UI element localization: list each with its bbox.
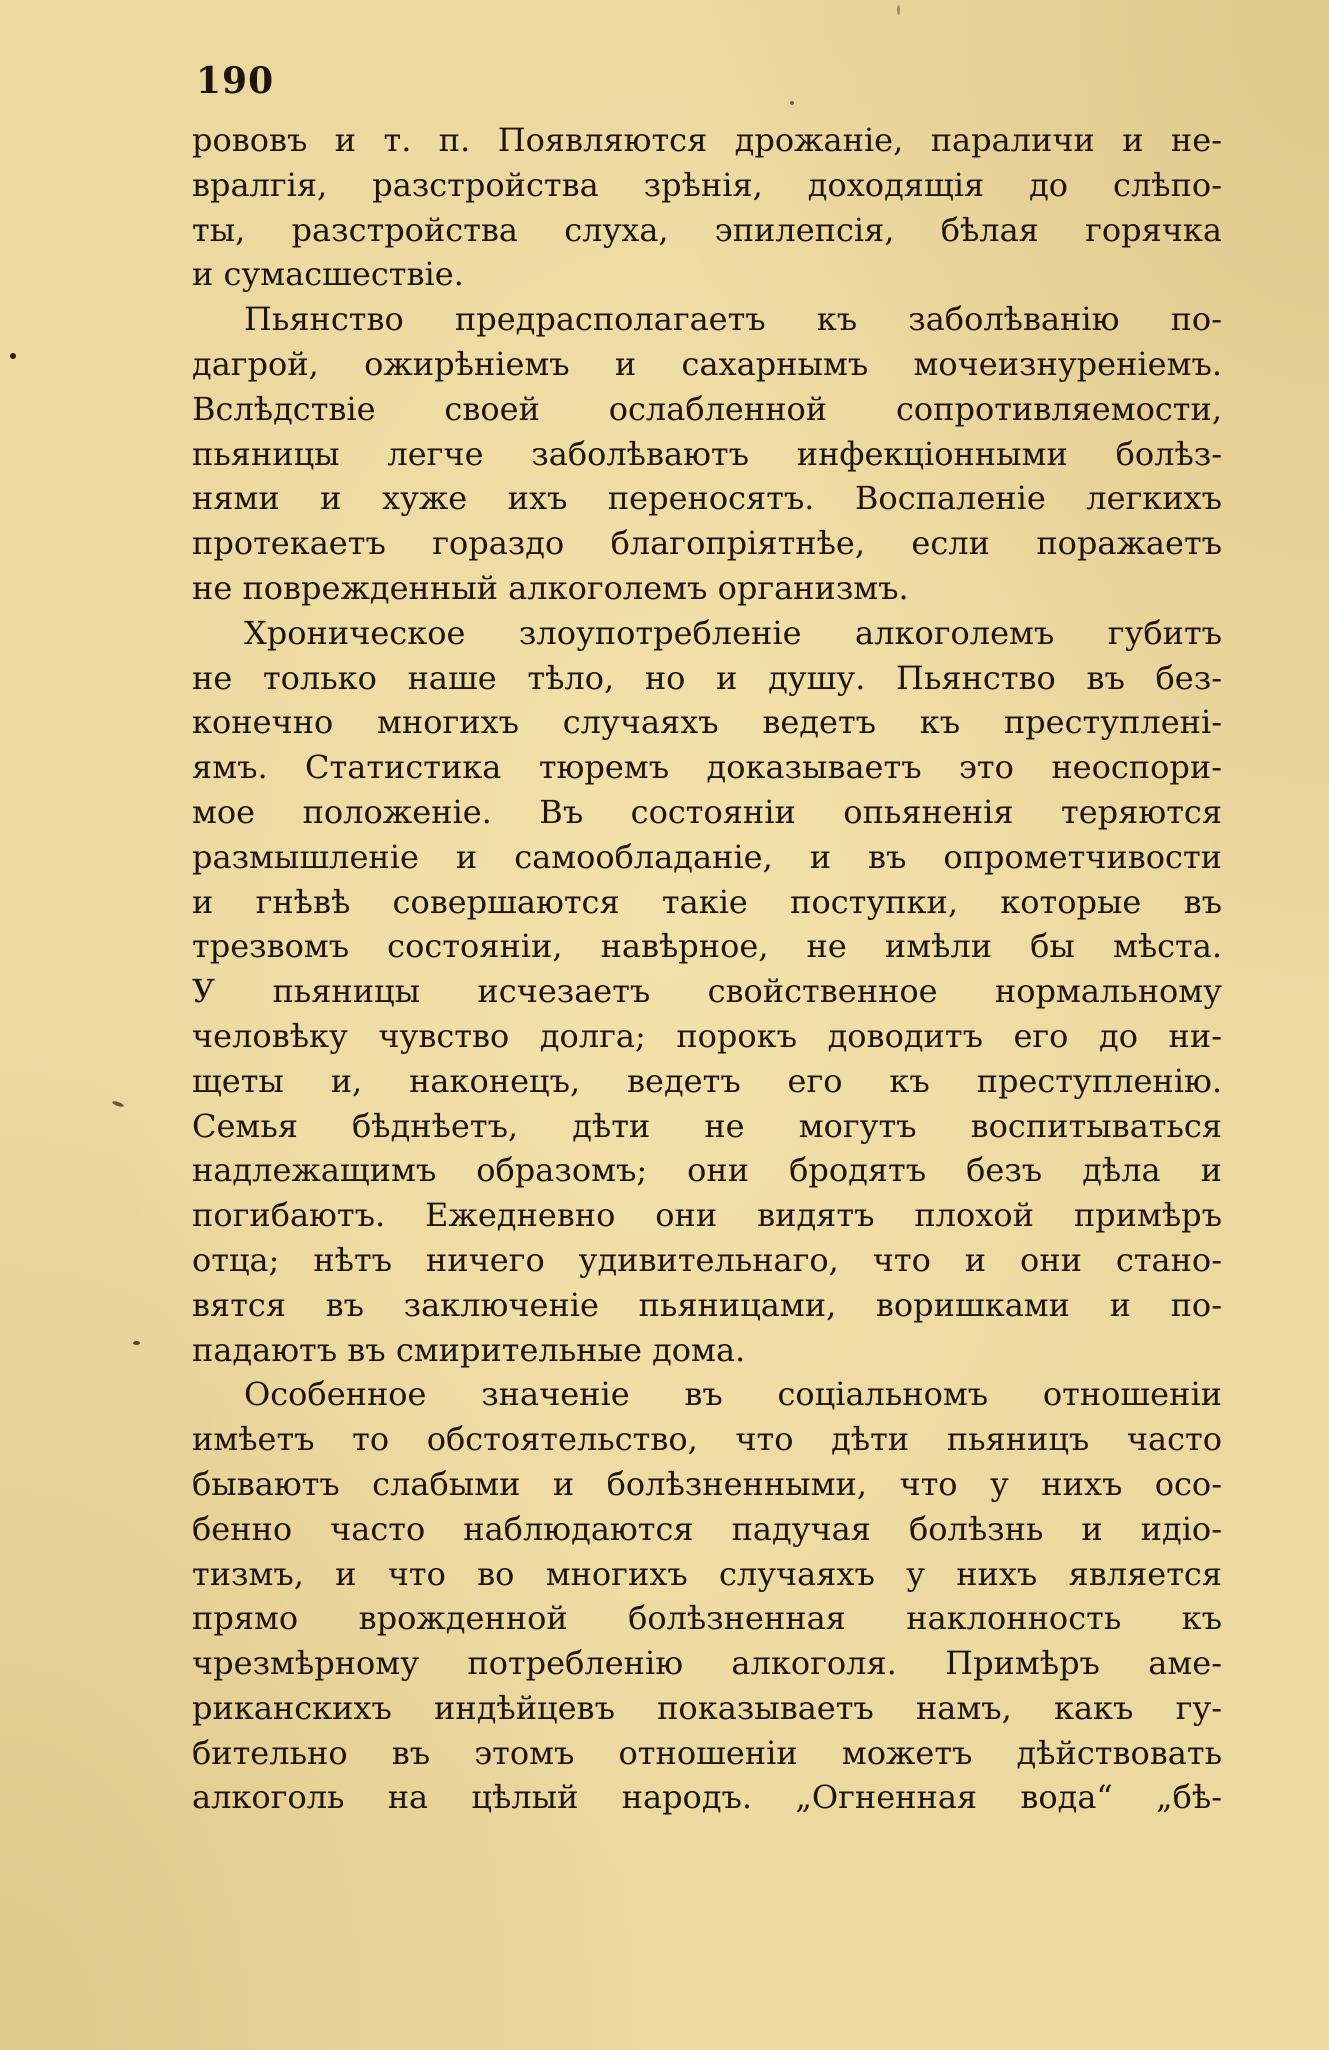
ink-speck: [112, 1100, 125, 1108]
text-line: У пьяницы исчезаетъ свойственное нормальному: [192, 972, 1222, 1011]
text-line: ты, разстройства слуха, эпилепсія, бѣлая горячка: [192, 210, 1222, 249]
text-line: размышленіе и самообладаніе, и въ опрометчивости: [192, 837, 1222, 876]
text-line: риканскихъ индѣйцевъ показываетъ намъ, какъ гу-: [192, 1688, 1222, 1727]
text-line: бываютъ слабыми и болѣзненными, что у нихъ осо-: [192, 1464, 1222, 1503]
text-line: мое положеніе. Въ состояніи опьяненія теряются: [192, 792, 1222, 831]
text-line: Семья бѣднѣетъ, дѣти не могутъ воспитываться: [192, 1106, 1222, 1145]
ink-speck: [790, 101, 794, 105]
text-line: отца; нѣтъ ничего удивительнаго, что и они стано-: [192, 1240, 1222, 1279]
text-line: ямъ. Статистика тюремъ доказываетъ это неоспори-: [192, 748, 1222, 787]
paragraph-first-line: Хроническое злоупотребленіе алкоголемъ губитъ: [244, 613, 1222, 652]
text-line: не только наше тѣло, но и душу. Пьянство въ без-: [192, 658, 1222, 697]
text-line: чрезмѣрному потребленію алкоголя. Примѣръ аме-: [192, 1644, 1222, 1683]
ink-speck: [133, 1341, 140, 1345]
paragraph-first-line: Пьянство предрасполагаетъ къ заболѣванію по-: [244, 300, 1222, 339]
text-line: тизмъ, и что во многихъ случаяхъ у нихъ является: [192, 1554, 1222, 1593]
text-line: вятся въ заключеніе пьяницами, воришками и по-: [192, 1285, 1222, 1324]
text-line: надлежащимъ образомъ; они бродятъ безъ дѣла и: [192, 1151, 1222, 1190]
text-line: погибаютъ. Ежедневно они видятъ плохой примѣръ: [192, 1196, 1222, 1235]
text-line: трезвомъ состояніи, навѣрное, не имѣли бы мѣста.: [192, 927, 1222, 966]
text-line: нями и хуже ихъ переносятъ. Воспаленіе легкихъ: [192, 479, 1222, 518]
ink-speck: [10, 353, 16, 359]
text-line: пьяницы легче заболѣваютъ инфекціонными болѣз-: [192, 434, 1222, 473]
text-line: падаютъ въ смирительные дома.: [192, 1330, 746, 1369]
text-line: Вслѣдствіе своей ослабленной сопротивляемости,: [192, 389, 1222, 428]
text-line: человѣку чувство долга; порокъ доводитъ его до ни-: [192, 1016, 1222, 1055]
page-number: 190: [196, 60, 275, 102]
text-line: конечно многихъ случаяхъ ведетъ къ преступлені-: [192, 703, 1222, 742]
text-line: протекаетъ гораздо благопріятнѣе, если поражаетъ: [192, 524, 1222, 563]
text-line: вралгія, разстройства зрѣнія, доходящія до слѣпо-: [192, 165, 1222, 204]
text-line: и сумасшествіе.: [192, 255, 464, 294]
text-line: бенно часто наблюдаются падучая болѣзнь и идіо-: [192, 1509, 1222, 1548]
text-line: прямо врожденной болѣзненная наклонность къ: [192, 1599, 1222, 1638]
text-line: алкоголь на цѣлый народъ. „Огненная вода“ „бѣ-: [192, 1778, 1222, 1817]
text-line: бительно въ этомъ отношеніи можетъ дѣйствовать: [192, 1733, 1222, 1772]
body-text: [192, 118, 1222, 1820]
text-line: щеты и, наконецъ, ведетъ его къ преступленію.: [192, 1061, 1222, 1100]
text-line: и гнѣвѣ совершаются такіе поступки, которые въ: [192, 882, 1222, 921]
text-line: дагрой, ожирѣніемъ и сахарнымъ мочеизнуреніемъ.: [192, 344, 1222, 383]
text-line: не поврежденный алкоголемъ организмъ.: [192, 568, 909, 607]
paragraph-first-line: Особенное значеніе въ соціальномъ отношеніи: [244, 1375, 1222, 1414]
text-line: имѣетъ то обстоятельство, что дѣти пьяницъ часто: [192, 1420, 1222, 1459]
ink-speck: [897, 5, 900, 15]
text-line: рововъ и т. п. Появляются дрожаніе, параличи и не-: [192, 121, 1222, 159]
